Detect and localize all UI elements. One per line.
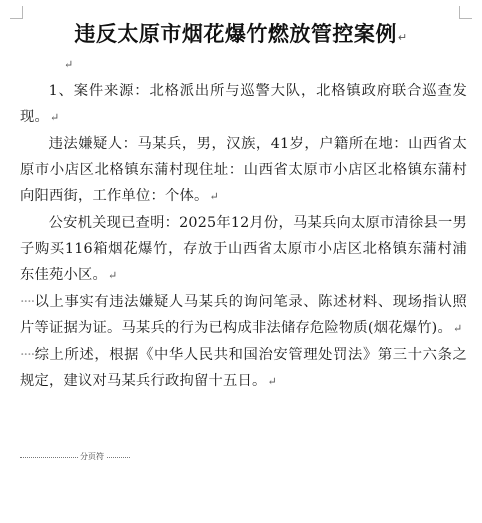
paragraph-text: 1、案件来源：北格派出所与巡警大队，北格镇政府联合巡查发现。 [20, 83, 467, 125]
paragraph-findings [20, 210, 467, 289]
leading-space-marks: ···· [20, 347, 35, 363]
paragraph-case-source [20, 78, 467, 131]
page-break-label: 分页符 [80, 452, 104, 461]
paragraph-mark-icon: ↵ [107, 269, 118, 282]
paragraph-mark-icon: ↵ [397, 31, 408, 44]
paragraph-text: 公安机关现已查明：2025年12月份，马某兵向太原市清徐县一男子购买116箱烟花爆竹，存放于山西省太原市小店区北格镇东蒲村浦东佳苑小区。 [20, 215, 467, 283]
paragraph-mark-icon: ↵ [209, 190, 219, 203]
paragraph-mark-icon: ↵ [50, 111, 60, 124]
paragraph-conclusion [20, 342, 467, 395]
leading-space-marks: ···· [20, 294, 35, 310]
document-title [0, 18, 482, 48]
paragraph-evidence [20, 289, 467, 342]
empty-paragraph-mark-icon: ↵ [64, 58, 74, 71]
paragraph-mark-icon: ↵ [267, 375, 277, 388]
paragraph-text: 违法嫌疑人：马某兵，男，汉族，41岁，户籍所在地：山西省太原市小店区北格镇东蒲村现住址：山西省太原市小店区北格镇东蒲村向阳西街，工作单位：个体。 [20, 136, 467, 204]
document-body [20, 78, 467, 395]
page-break-marker [20, 452, 130, 461]
paragraph-suspect [20, 131, 467, 210]
title-text: 违反太原市烟花爆竹燃放管控案例 [74, 22, 397, 46]
paragraph-text: 以上事实有违法嫌疑人马某兵的询问笔录、陈述材料、现场指认照片等证据为证。马某兵的行为已构成非法储存危险物质(烟花爆竹)。 [20, 294, 467, 336]
paragraph-text: 综上所述，根据《中华人民共和国治安管理处罚法》第三十六条之规定，建议对马某兵行政拘留十五日。 [20, 347, 467, 389]
paragraph-mark-icon: ↵ [452, 322, 463, 335]
